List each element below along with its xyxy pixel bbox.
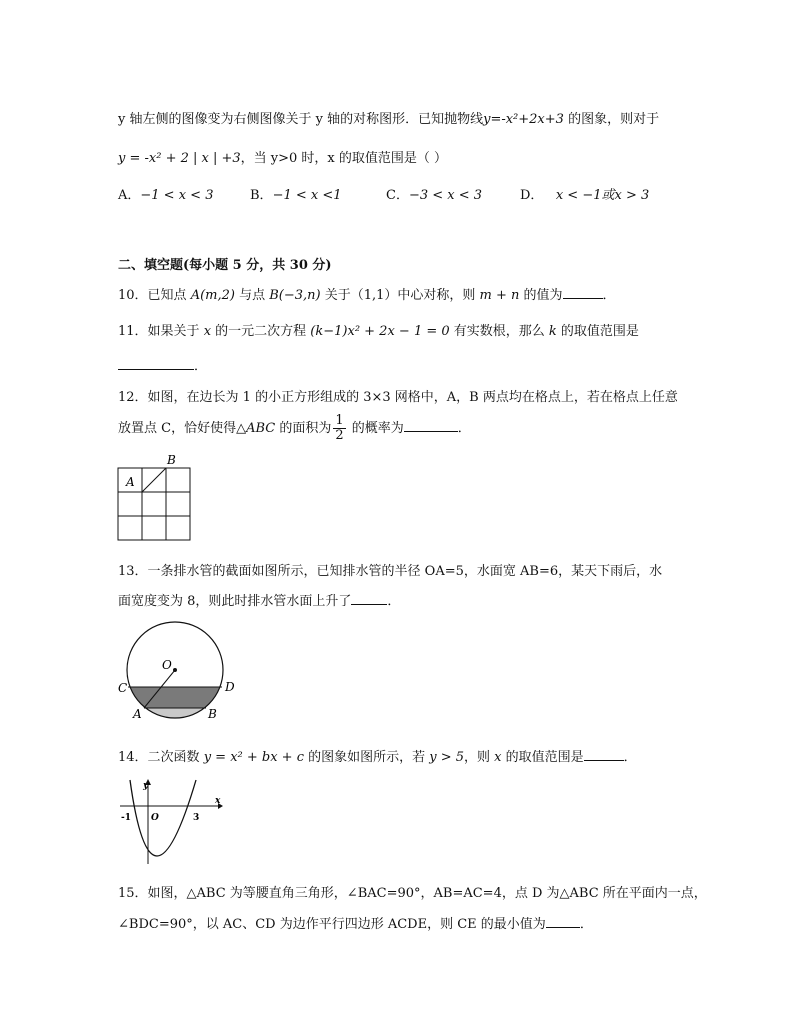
option-label: D． [520,188,544,203]
q11-text: 的一元二次方程 [211,324,311,339]
q14-text: 的取值范围是 [501,750,584,765]
q15-line2 [118,913,593,932]
q14-label-y: y [143,781,149,791]
q14-label-neg1: -1 [121,813,131,823]
q11-text: 的取值范围是 [556,324,639,339]
q9-option-c [386,184,482,203]
q12-triangle: △ABC [236,421,276,436]
q14-var: x [494,750,502,765]
q9-parabola-formula: y=-x²+2x+3 [483,112,564,127]
answer-blank[interactable] [351,593,387,605]
option-text: −1 < x < 3 [140,188,214,203]
answer-blank[interactable] [584,749,624,761]
q9-function-formula: y = -x² + 2 | x | +3 [118,151,241,166]
option-text: x < −1或x > 3 [555,188,650,203]
q11-equation: (k−1)x² + 2x − 1 = 0 [310,324,450,339]
q14-label-x: x [215,796,221,806]
q12-text: 的面积为 [275,421,332,436]
q12-text: 的概率为 [347,421,404,436]
q13-label-d: D [225,680,235,694]
q11-line2 [118,355,207,374]
option-label: A． [118,188,141,203]
q12-line1: 12．如图，在边长为 1 的小正方形组成的 3×3 网格中，A，B 两点均在格点上，若在格点上任意 [118,390,678,405]
q13-label-b: B [208,707,217,721]
q9-line1 [118,108,659,127]
q12-line2 [118,414,471,443]
q11-var2: k [548,324,557,339]
q14-parabola-figure [115,778,225,868]
q10-expression: m + n [479,288,520,303]
q9-option-d [520,184,649,203]
q9-line1-text: y 轴左侧的图像变为右侧图像关于 y 轴的对称图形．已知抛物线 [118,112,484,127]
q11-line1 [118,320,639,339]
option-text: −1 < x <1 [272,188,342,203]
option-text: −3 < x < 3 [408,188,483,203]
answer-blank[interactable] [546,916,580,928]
q14-text: ，则 [464,750,495,765]
q13-line2 [118,590,400,609]
answer-blank[interactable] [118,358,194,370]
q15-line1: 15．如图，△ABC 为等腰直角三角形，∠BAC=90°，AB=AC=4，点 D 为△ABC 所在平面内一点， [118,886,707,901]
q11-var: x [203,324,212,339]
q12-label-a: A [126,475,135,489]
q9-option-a [118,184,213,203]
q9-question: ，当 y>0 时，x 的取值范围是（ ） [240,151,448,166]
q14-label-o: O [151,813,159,823]
q13-pipe-figure [115,620,245,725]
q12-grid-figure [112,452,202,544]
option-label: C． [386,188,409,203]
section-heading: 二、填空题(每小题 5 分，共 30 分) [118,258,332,273]
q10-text: 与点 [234,288,270,303]
q13-text: 面宽度变为 8，则此时排水管水面上升了 [118,594,352,609]
q10-text: 关于（1,1）中心对称，则 [320,288,480,303]
q14-label-3: 3 [193,813,200,823]
q12-end: ． [457,421,471,436]
q11-text: 11．如果关于 [118,324,204,339]
q13-line1: 13．一条排水管的截面如图所示，已知排水管的半径 OA=5，水面宽 AB=6，某天下雨后，水 [118,564,663,579]
option-label: B． [250,188,273,203]
q14-text: 的图象如图所示，若 [303,750,430,765]
q9-option-b [250,184,342,203]
q15-text: ∠BDC=90°，以 AC、CD 为边作平行四边形 ACDE，则 CE 的最小值为 [118,917,546,932]
q10-point-a: A(m,2) [190,288,235,303]
fraction [333,414,345,443]
q10-end: ． [602,288,616,303]
q13-label-a: A [133,707,142,721]
q13-end: ． [387,594,401,609]
q10-text: 的值为 [519,288,563,303]
q11-text: 有实数根，那么 [449,324,549,339]
answer-blank[interactable] [404,420,458,432]
q9-line2 [118,147,447,166]
q12-text: 放置点 C，恰好使得 [118,421,237,436]
q9-line1-tail: 的图象，则对于 [563,112,660,127]
fraction-numerator: 1 [335,413,344,428]
q14-condition: y > 5 [429,750,465,765]
q15-end: ． [579,917,593,932]
q13-label-c: C [118,681,128,695]
q11-end: ． [194,359,208,374]
answer-blank[interactable] [563,287,603,299]
q14-formula: y = x² + bx + c [203,750,304,765]
fraction-denominator: 2 [335,428,344,443]
q14 [118,746,637,765]
q10-point-b: B(−3,n) [269,288,321,303]
q14-text: 14．二次函数 [118,750,204,765]
q14-end: ． [623,750,637,765]
q12-label-b: B [167,453,176,467]
q10-text: 10．已知点 [118,288,191,303]
q10 [118,284,616,303]
q13-label-o: O [162,658,172,672]
